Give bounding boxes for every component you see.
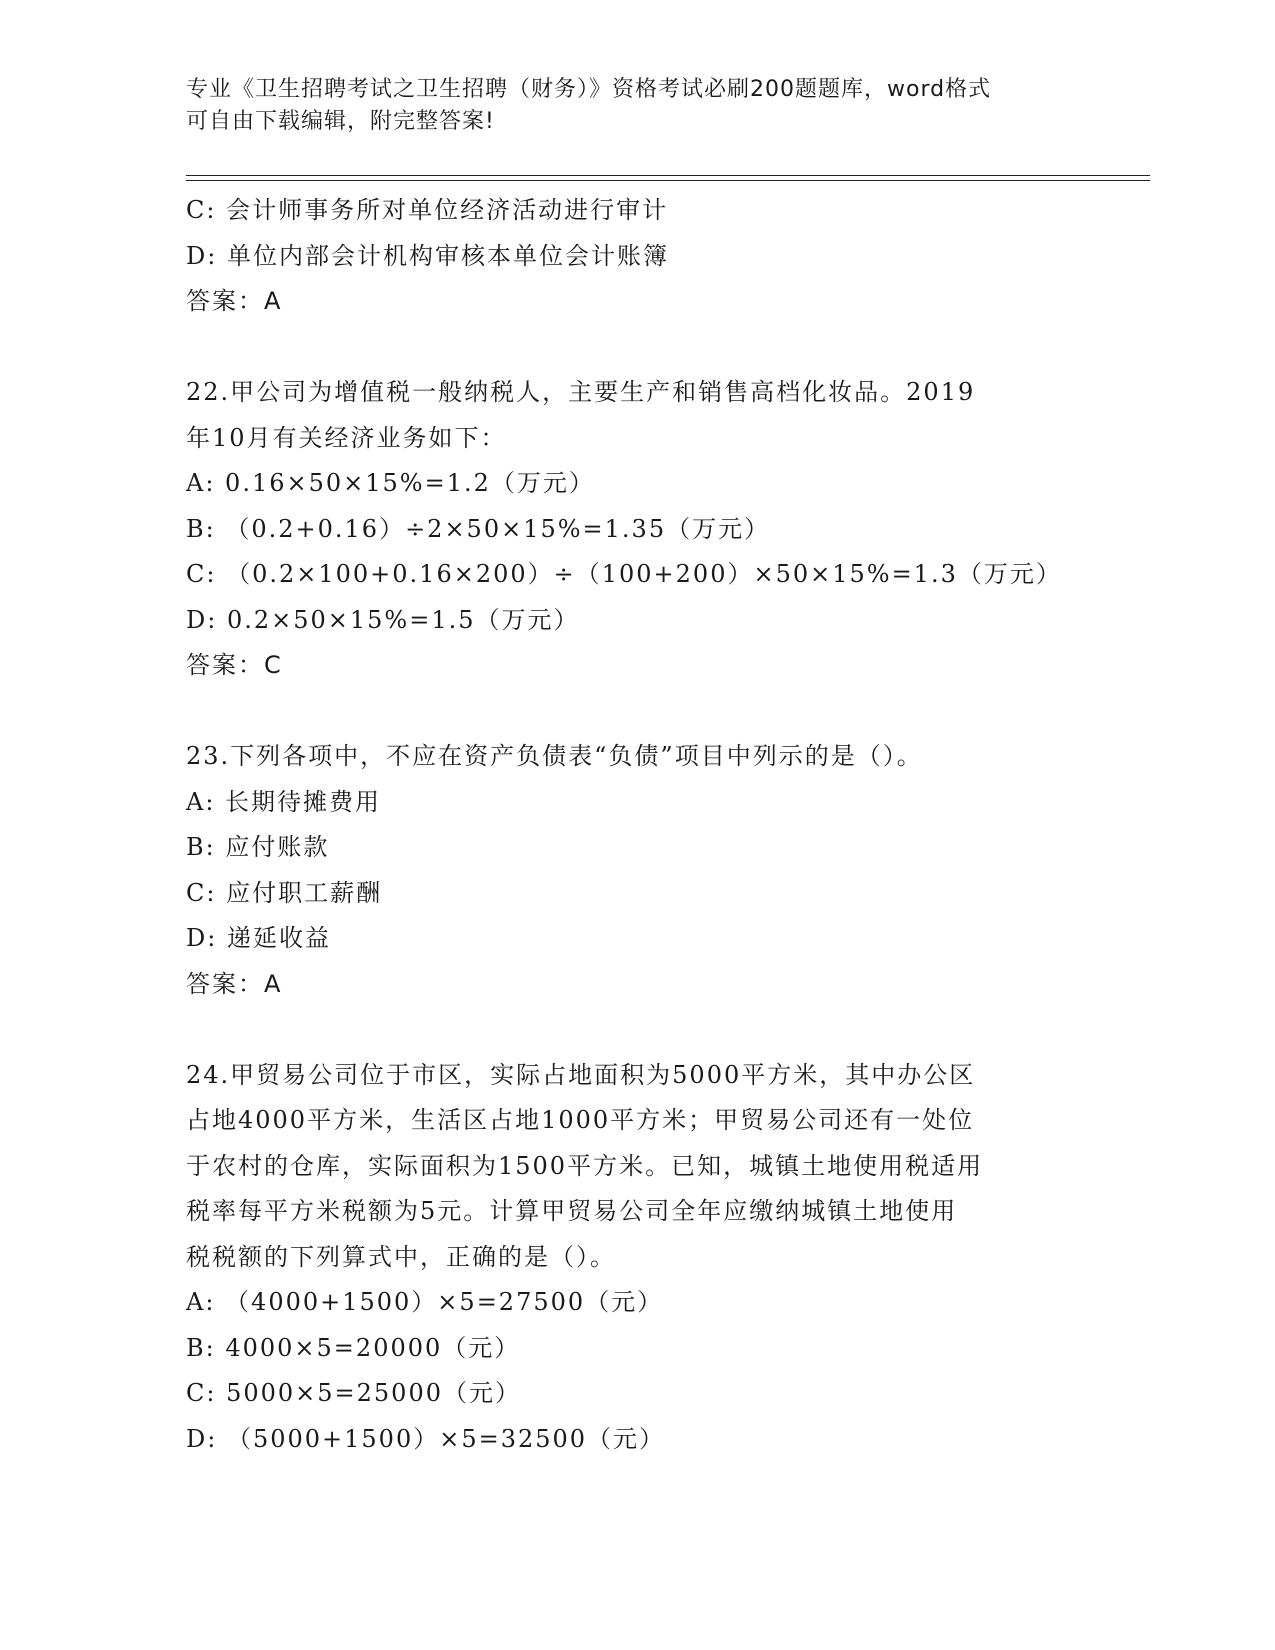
option-b: B: 4000×5=20000（元）	[186, 1333, 521, 1362]
question-list	[186, 188, 1086, 1462]
option-d: D: （5000+1500）×5=32500（元）	[186, 1424, 666, 1453]
question-stem: 22.甲公司为增值税一般纳税人，主要生产和销售高档化妆品。2019	[186, 378, 976, 406]
question-22	[186, 370, 1086, 689]
answer-line: 答案：C	[186, 651, 283, 679]
answer-line: 答案：A	[186, 969, 283, 998]
spacer	[186, 1007, 1086, 1053]
question-stem: 税税额的下列算式中，正确的是（）。	[186, 1242, 616, 1271]
header-title-line-2: 可自由下载编辑，附完整答案!	[186, 109, 495, 134]
option-d: D: 0.2×50×15%=1.5（万元）	[186, 605, 580, 634]
option-c: C: （0.2×100+0.16×200）÷（100+200）×50×15%=1.3（万元）	[186, 560, 1062, 588]
option-a: A: 0.16×50×15%=1.2（万元）	[186, 469, 595, 497]
question-stem: 年10月有关经济业务如下：	[186, 423, 507, 452]
option-b: B: （0.2+0.16）÷2×50×15%=1.35（万元）	[186, 514, 771, 543]
header-divider-top	[186, 175, 1150, 176]
option-b: B: 应付账款	[186, 833, 330, 861]
option-c: C: 应付职工薪酬	[186, 878, 383, 907]
answer-line: 答案：A	[186, 287, 283, 315]
question-stem: 占地4000平方米，生活区占地1000平方米；甲贸易公司还有一处位	[186, 1106, 975, 1134]
spacer	[186, 325, 1086, 371]
question-stem: 24.甲贸易公司位于市区，实际占地面积为5000平方米，其中办公区	[186, 1060, 976, 1089]
header-title-line-1: 专业《卫生招聘考试之卫生招聘（财务）》资格考试必刷200题题库，word格式	[186, 77, 992, 102]
spacer	[186, 689, 1086, 735]
question-stem: 税率每平方米税额为5元。计算甲贸易公司全年应缴纳城镇土地使用	[186, 1197, 958, 1225]
header-divider-bottom	[186, 180, 1150, 181]
question-stem: 23.下列各项中，不应在资产负债表“负债”项目中列示的是（）。	[186, 742, 923, 770]
option-d: D: 单位内部会计机构审核本单位会计账簿	[186, 241, 669, 270]
option-c: C: 5000×5=25000（元）	[186, 1379, 521, 1407]
option-a: A: 长期待摊费用	[186, 787, 382, 816]
question-21-tail	[186, 188, 1086, 325]
option-a: A: （4000+1500）×5=27500（元）	[186, 1288, 664, 1316]
document-header	[186, 74, 1066, 138]
question-stem: 于农村的仓库，实际面积为1500平方米。已知，城镇土地使用税适用	[186, 1151, 984, 1180]
option-d: D: 递延收益	[186, 924, 331, 952]
option-c: C: 会计师事务所对单位经济活动进行审计	[186, 196, 669, 224]
question-24	[186, 1053, 1086, 1463]
question-23	[186, 734, 1086, 1007]
